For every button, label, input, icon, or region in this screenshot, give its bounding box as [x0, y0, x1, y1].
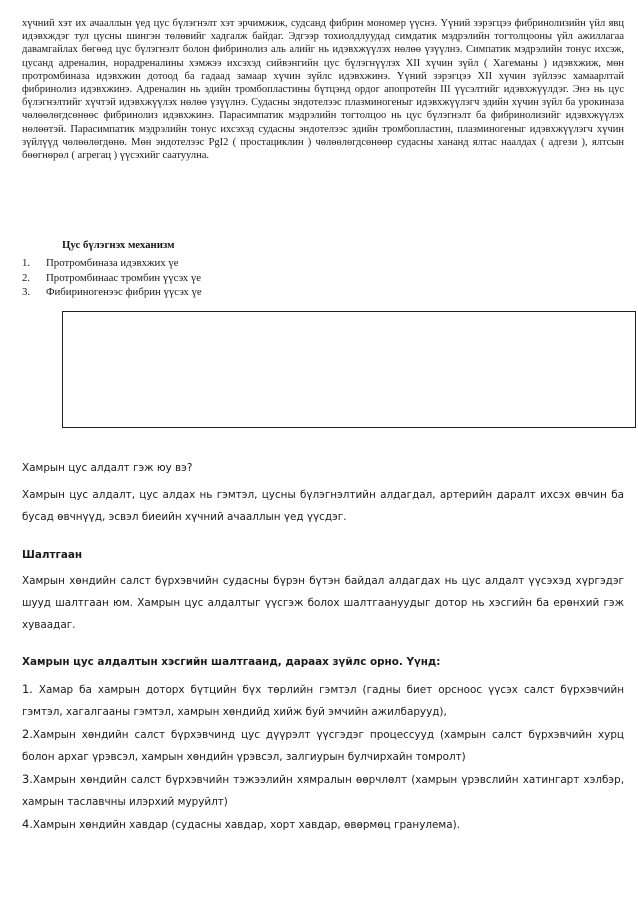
list-text: Фибириногенээс фибрин үүсэх үе [46, 286, 202, 298]
list-item [22, 678, 624, 723]
mechanism-steps-list [22, 256, 202, 300]
local-causes-heading: Хамрын цус алдалтын хэсгийн шалтгаанд, дараах зүйлс орно. Үүнд: [22, 656, 441, 668]
list-number: 2. [22, 271, 31, 284]
mechanism-title: Цус бүлэгнэх механизм [62, 239, 175, 251]
list-number: 2. [22, 727, 33, 741]
list-number: 1. [22, 682, 33, 696]
list-item [22, 723, 624, 768]
cause-paragraph: Хамрын хөндийн салст бүрхэвчийн судасны бүрэн бүтэн байдал алдагдах нь цус алдалт үүсэхэд хүргэдэг шууд шалтгаан юм. Хамрын цус алдалтыг үүсгэж болох шалтгаануудыг дотор нь хэсгийн ба ерөнхий гэж хуваадаг. [22, 575, 624, 631]
intro-section [22, 17, 624, 162]
list-number: 3. [22, 286, 31, 298]
list-item [22, 256, 202, 271]
list-number: 1. [22, 257, 31, 269]
question-heading: Хамрын цус алдалт гэж юу вэ? [22, 462, 193, 474]
list-item [22, 768, 624, 813]
cause-heading: Шалтгаан [22, 549, 83, 561]
list-text: Хамар ба хамрын доторх бүтцийн бүх төрлийн гэмтэл (гадны биет орсноос үүсэх салст бүрхэвчийн гэмтэл, хагалгааны гэмтэл, хамрын хөндийд хийж буй эмчийн ажилбарууд), [22, 684, 624, 718]
intro-paragraph: хүчний хэт их ачааллын үед цус бүлэгнэлт хэт эрчимжиж, судсанд фибрин мономер үүснэ. Үүний зэрэгцээ фибринолизийн үйл явц идэвхждэг тул цусны шингэн төлөвийг хадгалж байдаг. Эдгээр тохиолдлуудад симдатик мэдрэлийн тогтолцооны үйл ажиллагаа давамгайлах бөгөөд цус бүлэгнэлт болон фибринолиз аль алийг нь идэвхжүүлэх нөлөө үзүүлнэ. Симпатик мэдрэлийн тонус ихсэж, цусанд адреналин, норадреналины хэмжээ ихсэхэд сийвэнгийн цус бүлэгнүүлэх XII хүчин зүйл ( Хагеманы ) идэвхжиж, мөн протромбиназа идэвхжин дотоод ба гадаад замаар хүчин зүйлс идэвхжинэ. Үүний зэрэгцээ XII хүчин зүйлээс хамаарлтай фибринолиз идэвхжинэ. Адреналин нь эдийн тромбопластины бүтцэнд ордог апопротейн III үүсэлтийг идэвхжүүлдэг. Энэ нь цус бүлэгнэлтийг хүчтэй идэвхжүүлэх нөлөө үзүүлнэ. Судасны эндотелээс плазминогеныг идэвхжүүлэгч эдийн хүчин зүйл ба урокиназа чөлөөлөгдсөнөөс фибринолиз идэвхжинэ. Парасимпатик мэдрэлийн тогтолцоо нь цус бүлэгнэлт ба фибринолизийг идэвхжүүлэх нөлөөтэй. Парасимпатик мэдрэлийн тонус ихсэхэд судасны эндотелээс эдийн тромбопластин, плазминогеныг идэвхжүүлэгч хүчин зүйлүүд чөлөөлөгдөнө. Мөн эндотелээс PgI2 ( простациклин ) чөлөөлөгдсөнөөр судасны хананд ялтас наалдах ( адгези ), ялтсын бөөгнөрөл ( агрегац ) үүсэхийг саатуулна. [22, 18, 624, 162]
empty-figure-frame [62, 311, 636, 428]
list-number: 4. [22, 817, 33, 831]
list-number: 3. [22, 772, 33, 786]
list-text: Хамрын хөндийн салст бүрхэвчинд цус дүүрэлт үүсгэдэг процессууд (хамрын салст бүрхэвчийн хурц болон архаг үрэвсэл, хамрын хөндийн үрэвсэл, залгиурын булчирхайн томролт) [22, 729, 624, 763]
list-text: Протромбинаас тромбин үүсэх үе [46, 271, 202, 284]
list-text: Протромбиназа идэвхжих үе [46, 257, 179, 269]
definition-paragraph: Хамрын цус алдалт, цус алдах нь гэмтэл, цусны бүлэгнэлтийн алдагдал, артерийн даралт ихсэх өвчин ба бусад өвчнүүд, эсвэл биеийн хүчний ачааллын үед үүсдэг. [22, 489, 624, 523]
list-text: Хамрын хөндийн хавдар (судасны хавдар, хорт хавдар, өвөрмөц гранулема). [32, 819, 460, 831]
list-item [22, 285, 202, 300]
list-item [22, 271, 202, 286]
list-item [22, 813, 624, 836]
local-causes-list [22, 678, 624, 836]
list-text: Хамрын хөндийн салст бүрхэвчийн тэжээлийн хямралын өөрчлөлт (хамрын үрэвслийн хатингарт хэлбэр, хамрын таславчны илэрхий муруйлт) [22, 774, 624, 808]
